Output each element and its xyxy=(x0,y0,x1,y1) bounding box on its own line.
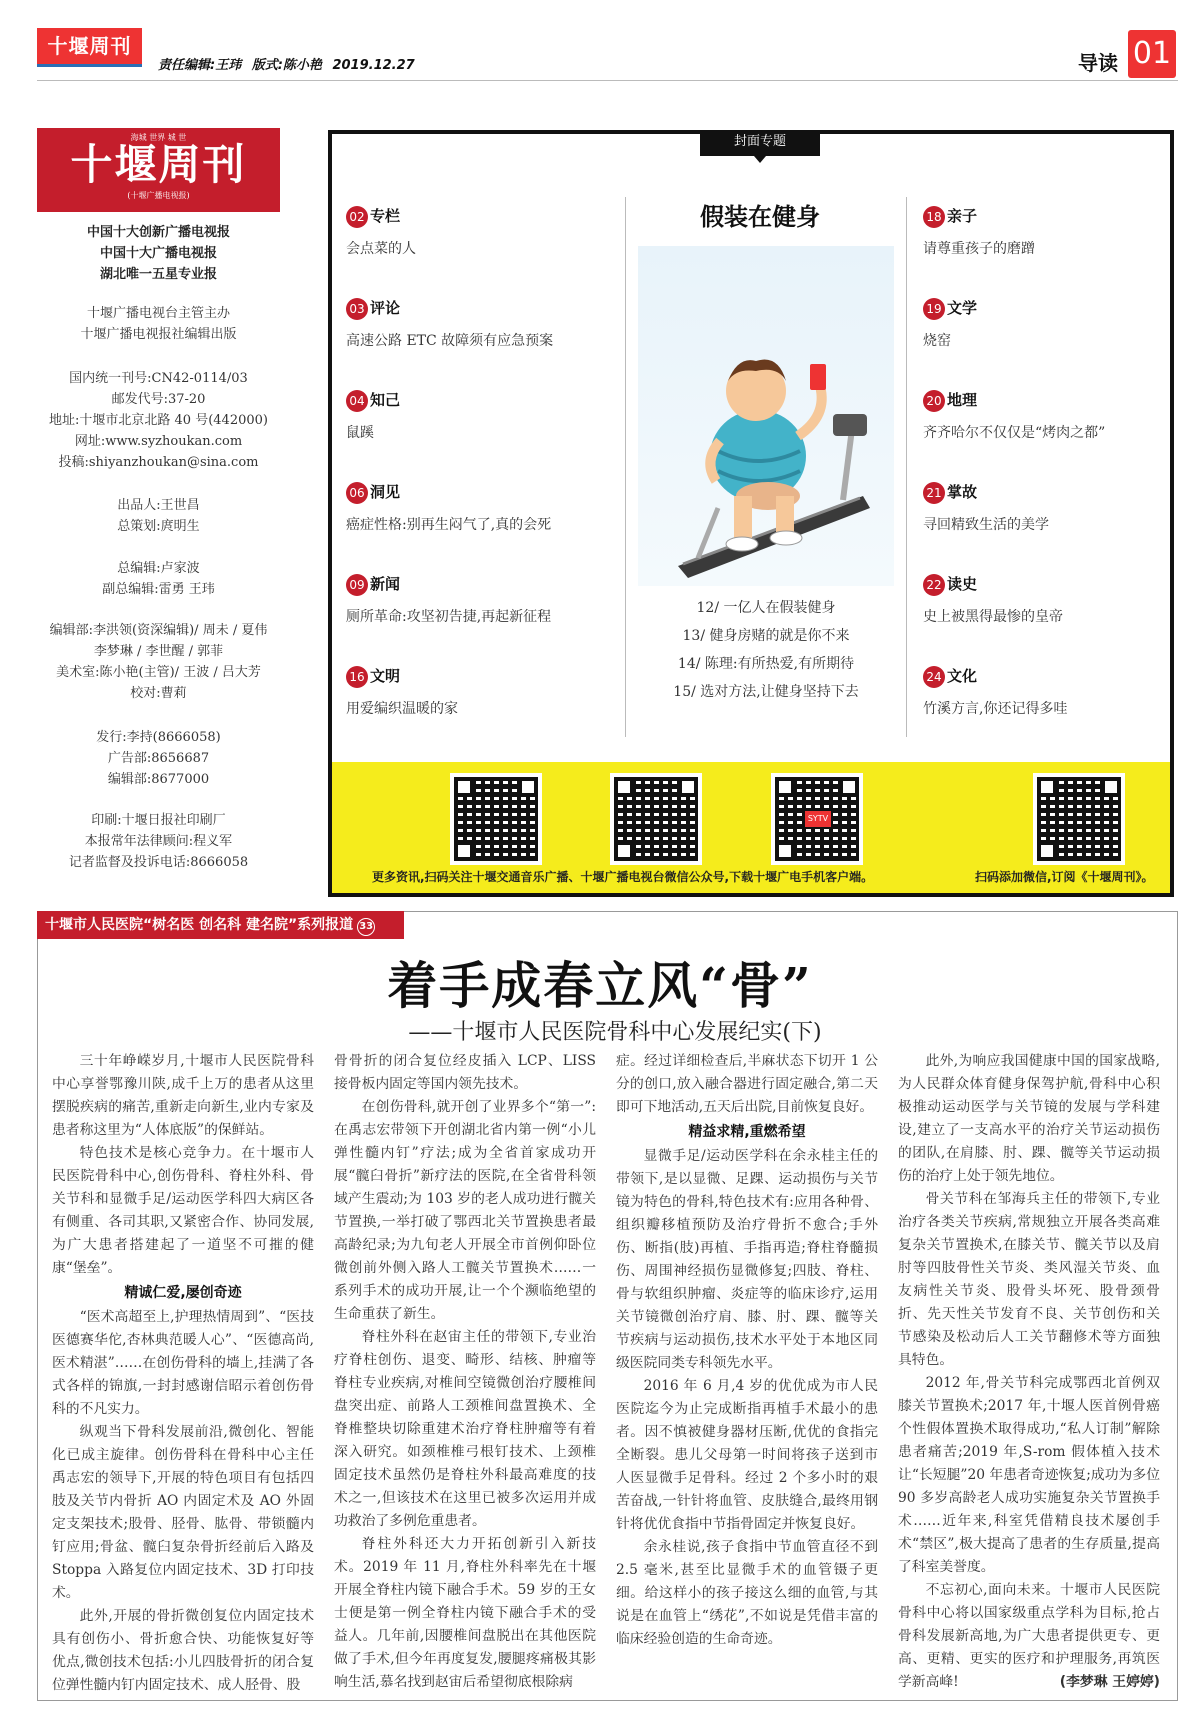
honor-line: 中国十大广播电视报 xyxy=(99,246,217,261)
header-date: 2019.12.27 xyxy=(332,58,415,73)
honor-line: 湖北唯一五星专业报 xyxy=(99,267,217,282)
qr-corner xyxy=(614,841,634,861)
toc-item[interactable] xyxy=(923,205,1163,258)
qr-corner xyxy=(1037,777,1057,797)
producer-line: 总策划:庹明生 xyxy=(117,519,200,534)
qr-corner xyxy=(775,777,795,797)
pub-line: 网址:www.syzhoukan.com xyxy=(74,434,243,449)
toc-section-name: 掌故 xyxy=(947,483,978,501)
article-column-1 xyxy=(52,1050,314,1697)
print-line: 印刷:十堰日报社印刷厂 xyxy=(91,813,226,828)
toc-section-name: 评论 xyxy=(370,299,401,317)
qr-corner xyxy=(1037,841,1057,861)
qr-corner xyxy=(614,777,634,797)
toc-item[interactable] xyxy=(346,389,586,442)
toc-page-num: 02 xyxy=(346,206,368,228)
header-divider xyxy=(37,80,1178,81)
pub-block xyxy=(37,368,280,473)
toc-section-name: 地理 xyxy=(947,391,978,409)
paragraph: 脊柱外科在赵宙主任的带领下,专业治疗脊柱创伤、退变、畸形、结核、肿瘤等脊柱专业疾病,对椎间空镜微创治疗腰椎间盘突出症、前路人工颈椎间盘置换术、全脊椎整块切除重建术治疗脊柱肿瘤等有着深入研究。如颈椎椎弓根钉技术、上颈椎固定技术虽然仍是脊柱外科最高难度的技术之一,但该技术在这里已被多次运用并成功救治了多例危重患者。 xyxy=(334,1329,596,1529)
divider xyxy=(625,197,626,737)
series-number: 33 xyxy=(357,918,375,936)
section-heading: 精益求精,重燃希望 xyxy=(688,1124,806,1140)
producers-block xyxy=(37,495,280,537)
editor-line: 总编辑:卢家波 xyxy=(117,561,200,576)
header-logo: 十堰周刊 xyxy=(37,28,142,67)
qr-corner xyxy=(775,841,795,861)
toc-item[interactable] xyxy=(923,481,1163,534)
toc-section-name: 知己 xyxy=(370,391,401,409)
toc-section-name: 新闻 xyxy=(370,575,401,593)
print-block xyxy=(37,810,280,873)
toc-page-num: 20 xyxy=(923,390,945,412)
honors xyxy=(37,222,280,285)
toc-title: 请尊重孩子的磨蹭 xyxy=(923,241,1035,257)
qr-code[interactable] xyxy=(1033,773,1125,865)
toc-title: 史上被黑得最惨的皇帝 xyxy=(923,609,1063,625)
paragraph: 在创伤骨科,就开创了业界多个“第一”:在禹志宏带领下开创湖北省内第一例“小儿弹性髓内钉”疗法;成为全省首家成功开展“髋臼骨折”新疗法的医院,在全省骨科领域产生震动;为 103 岁的老人成功进行髋关节置换,一举打破了鄂西北关节置换患者最高龄纪录;为九旬老人开展全市首例仰卧位微创前外侧入路人工髋关节置换术……一系列手术的成功开展,让一个个濒临绝望的生命重获了新生。 xyxy=(334,1099,596,1322)
toc-item[interactable] xyxy=(923,573,1163,626)
toc-title: 用爱编织温暖的家 xyxy=(346,701,458,717)
paragraph: 特色技术是核心竞争力。在十堰市人民医院骨科中心,创伤骨科、脊柱外科、骨关节科和显微手足/运动医学科四大病区各有侧重、各司其职,又紧密合作、协同发展,为广大患者搭建起了一道坚不可摧的健康“堡垒”。 xyxy=(52,1145,314,1276)
paragraph: 骨关节科在邹海兵主任的带领下,专业治疗各类关节疾病,常规独立开展各类高难复杂关节置换术,在膝关节、髋关节以及肩肘等四肢骨性关节炎、类风湿关节炎、血友病性关节炎、股骨头坏死、股骨颈骨折、先天性关节发育不良、关节创伤和关节感染及松动后人工关节翻修术等方面独具特色。 xyxy=(898,1191,1160,1368)
qr-corner xyxy=(839,777,859,797)
toc-title: 寻回精致生活的美学 xyxy=(923,517,1049,533)
qr-code[interactable] xyxy=(610,773,702,865)
staff-line: 李梦琳 / 李世醒 / 郭菲 xyxy=(93,644,224,659)
toc-section-name: 文化 xyxy=(947,667,978,685)
toc-page-num: 24 xyxy=(923,666,945,688)
header-info xyxy=(158,54,421,73)
masthead-sub: (十堰广播电视报) xyxy=(127,191,190,200)
paragraph: 此外,开展的骨折微创复位内固定技术具有创伤小、骨折愈合快、功能恢复好等优点,微创技术包括:小儿四肢骨折的闭合复位弹性髓内钉内固定技术、成人胫骨、股 xyxy=(52,1608,314,1693)
staff-block xyxy=(37,620,280,704)
toc-item[interactable] xyxy=(923,665,1163,718)
article-title: 着手成春立风“骨” xyxy=(387,956,813,1015)
cover-title: 假装在健身 xyxy=(700,202,820,231)
toc-title: 厕所革命:攻坚初告捷,再起新征程 xyxy=(346,609,552,625)
paragraph: 三十年峥嵘岁月,十堰市人民医院骨科中心享誉鄂豫川陕,成千上万的患者从这里摆脱疾病的痛苦,重新走向新生,业内专家及患者称这里为“人体底版”的保鲜站。 xyxy=(52,1053,314,1138)
series-banner xyxy=(37,911,404,939)
cover-story-item[interactable]: 12/ 一亿人在假装健身 xyxy=(696,600,836,616)
toc-item[interactable] xyxy=(923,389,1163,442)
paragraph: 不忘初心,面向未来。十堰市人民医院骨科中心将以国家级重点学科为目标,抢占骨科发展新高地,为广大患者提供更专、更高、更精、更实的医疗和护理服务,再筑医学新高峰! (李梦琳 王婷婷) xyxy=(898,1579,1160,1694)
staff-line: 校对:曹莉 xyxy=(130,686,187,701)
qr-code[interactable] xyxy=(771,773,863,865)
org-line: 十堰广播电视报社编辑出版 xyxy=(80,327,237,342)
staff-line: 美术室:陈小艳(主管)/ 王波 / 吕大芳 xyxy=(56,665,261,680)
toc-page-num: 18 xyxy=(923,206,945,228)
masthead xyxy=(37,128,280,212)
toc-title: 齐齐哈尔不仅仅是“烤肉之都” xyxy=(923,425,1106,441)
qr-corner xyxy=(454,777,474,797)
toc-section-name: 洞见 xyxy=(370,483,401,501)
honor-line: 中国十大创新广播电视报 xyxy=(86,225,230,240)
pub-line: 国内统一刊号:CN42-0114/03 xyxy=(69,371,248,386)
toc-page-num: 21 xyxy=(923,482,945,504)
producer-line: 出品人:王世昌 xyxy=(117,498,200,513)
toc-title: 高速公路 ETC 故障须有应急预案 xyxy=(346,333,554,349)
toc-page-num: 22 xyxy=(923,574,945,596)
print-line: 记者监督及投诉电话:8666058 xyxy=(68,855,249,870)
toc-title: 鼠蹊 xyxy=(346,425,374,441)
paragraph: 此外,为响应我国健康中国的国家战略,为人民群众体育健身保驾护航,骨科中心积极推动运动医学与关节镜的发展与学科建设,建立了一支高水平的治疗关节运动损伤的团队,在肩膝、肘、踝、髋等关节运动损伤的治疗上处于领先地位。 xyxy=(898,1053,1160,1184)
toc-section-name: 文学 xyxy=(947,299,978,317)
article-column-2 xyxy=(334,1050,596,1694)
sytv-badge: SYTV xyxy=(805,811,831,827)
paragraph: 纵观当下骨科发展前沿,微创化、智能化已成主旋律。创伤骨科在骨科中心主任禹志宏的领导下,开展的特色项目有包括四肢及关节内骨折 AO 内固定术及 AO 外固定支架技术;股骨、胫骨、肱骨、带锁髓内钉应用;骨盆、髋臼复杂骨折经前后入路及 Stoppa 入路复位内固定技术、3D 打印技术。 xyxy=(52,1424,314,1601)
qr-corner xyxy=(678,777,698,797)
toc-section-name: 读史 xyxy=(947,575,978,593)
cover-topic-tag: 封面专题 xyxy=(700,130,820,156)
pub-line: 投稿:shiyanzhoukan@sina.com xyxy=(58,455,259,470)
masthead-top: 海城 世界 城 世 xyxy=(130,133,187,142)
paragraph: 显微手足/运动医学科在余永桂主任的带领下,是以显微、足踝、运动损伤与关节镜为特色的骨科,特色技术有:应用各种骨、组织瓣移植预防及治疗骨折不愈合;手外伤、断指(肢)再植、手指再造;脊柱脊髓损伤、周围神经损伤显微修复;四肢、脊柱、骨与软组织肿瘤、炎症等的临床诊疗,运用关节镜微创治疗肩、膝、肘、踝、髋等关节疾病与运动损伤,技术水平处于本地区同级医院同类专科领先水平。 xyxy=(616,1148,878,1371)
toc-title: 竹溪方言,你还记得多哇 xyxy=(923,701,1068,717)
paragraph: 脊柱外科还大力开拓创新引入新技术。2019 年 11 月,脊柱外科率先在十堰开展全脊柱内镜下融合手术。59 岁的王女士便是第一例全脊柱内镜下融合手术的受益人。几年前,因腰椎间盘脱出在其他医院做了手术,但今年再度复发,腰腿疼痛极其影响生活,慕名找到赵宙后希望彻底根除病 xyxy=(334,1536,596,1690)
masthead-title: 十堰周刊 xyxy=(70,140,247,189)
print-line: 本报常年法律顾问:程义军 xyxy=(84,834,233,849)
cover-story-list xyxy=(628,597,904,701)
paragraph: 余永桂说,孩子食指中节血管直径不到 2.5 毫米,甚至比显微手术的血管镊子更细。给这样小的孩子接这么细的血管,与其说是在血管上“绣花”,不如说是凭借丰富的临床经验创造的生命奇迹。 xyxy=(616,1539,878,1647)
contact-line: 发行:李持(8666058) xyxy=(96,730,221,745)
qr-corner xyxy=(518,777,538,797)
org-line: 十堰广播电视台主管主办 xyxy=(86,306,230,321)
cover-story-item[interactable]: 15/ 选对方法,让健身坚持下去 xyxy=(673,684,859,700)
contact-line: 编辑部:8677000 xyxy=(107,772,210,787)
toc-page-num: 04 xyxy=(346,390,368,412)
contact-line: 广告部:8656687 xyxy=(107,751,210,766)
cover-story-item[interactable]: 13/ 健身房赌的就是你不来 xyxy=(682,628,850,644)
paragraph: 2016 年 6 月,4 岁的优优成为市人民医院迄今为止完成断指再植手术最小的患者。因不慎被健身器材压断,优优的食指完全断裂。患儿父母第一时间将孩子送到市人医显微手足骨科。经过 2 个多小时的艰苦奋战,一针针将血管、皮肤缝合,最终用钢针将优优食指中节指骨固定并恢复良好。 xyxy=(616,1378,878,1532)
toc-page-num: 19 xyxy=(923,298,945,320)
treadmill-illustration xyxy=(638,246,894,586)
toc-page-num: 16 xyxy=(346,666,368,688)
qr-corner xyxy=(1101,777,1121,797)
toc-title: 烧窑 xyxy=(923,333,951,349)
toc-item[interactable] xyxy=(346,297,586,350)
qr-corner xyxy=(454,841,474,861)
paragraph: 症。经过详细检查后,半麻状态下切开 1 公分的创口,放入融合器进行固定融合,第二天即可下地活动,五天后出院,目前恢复良好。 xyxy=(616,1053,878,1115)
header-section: 导读 xyxy=(1078,51,1118,75)
section-heading: 精诚仁爱,屡创奇迹 xyxy=(124,1285,242,1301)
staff-line: 编辑部:李洪领(资深编辑)/ 周未 / 夏伟 xyxy=(49,623,268,638)
qr-caption-right: 扫码添加微信,订阅《十堰周刊》。 xyxy=(975,870,1154,884)
paragraph: 2012 年,骨关节科完成鄂西北首例双膝关节置换术;2017 年,十堰人医首例骨癌个性假体置换术取得成功,“私人订制”解除患者痛苦;2019 年,S-rom 假体植入技术让“长短腿”20 年患者奇迹恢复;成功为多位 90 多岁高龄老人成功实施复杂关节置换手术……近年来,科室凭借精良技术屡创手术“禁区”,极大提高了患者的生存质量,提高了科室美誉度。 xyxy=(898,1375,1160,1575)
toc-item[interactable] xyxy=(923,297,1163,350)
page-number: 01 xyxy=(1128,30,1176,78)
qr-code[interactable] xyxy=(450,773,542,865)
toc-page-num: 03 xyxy=(346,298,368,320)
toc-item[interactable] xyxy=(346,665,586,718)
article-subtitle: ——十堰市人民医院骨科中心发展纪实(下) xyxy=(408,1020,822,1045)
toc-title: 会点菜的人 xyxy=(346,241,416,257)
paragraph: “医术高超至上,护理热情周到”、“医技医德赛华佗,杏林典范暖人心”、“医德高尚,医术精湛”……在创伤骨科的墙上,挂满了各式各样的锦旗,一封封感谢信昭示着创伤骨科的不凡实力。 xyxy=(52,1309,314,1417)
editors-block xyxy=(37,558,280,600)
editor-line: 副总编辑:雷勇 王玮 xyxy=(102,582,215,597)
pub-line: 邮发代号:37-20 xyxy=(111,392,206,407)
article-authors: (李梦琳 王婷婷) xyxy=(1059,1674,1160,1690)
qr-caption-left: 更多资讯,扫码关注十堰交通音乐广播、十堰广播电视台微信公众号,下载十堰广电手机客户端。 xyxy=(372,870,874,884)
toc-item[interactable] xyxy=(346,205,586,258)
pub-line: 地址:十堰市北京北路 40 号(442000) xyxy=(49,413,268,428)
toc-page-num: 09 xyxy=(346,574,368,596)
cover-story-item[interactable]: 14/ 陈理:有所热爱,有所期待 xyxy=(677,656,855,672)
toc-section-name: 文明 xyxy=(370,667,401,685)
article-column-3 xyxy=(616,1050,878,1651)
toc-item[interactable] xyxy=(346,573,586,626)
article-column-4 xyxy=(898,1050,1160,1694)
series-text: 十堰市人民医院“树名医 创名科 建名院”系列报道 xyxy=(45,917,354,933)
divider xyxy=(906,197,907,737)
toc-page-num: 06 xyxy=(346,482,368,504)
paragraph: 骨骨折的闭合复位经皮插入 LCP、LISS 接骨板内固定等国内领先技术。 xyxy=(334,1053,596,1092)
toc-title: 癌症性格:别再生闷气了,真的会死 xyxy=(346,517,552,533)
toc-section-name: 亲子 xyxy=(947,207,978,225)
toc-section-name: 专栏 xyxy=(370,207,401,225)
cover-illustration xyxy=(638,246,894,586)
contacts-block xyxy=(37,727,280,790)
toc-item[interactable] xyxy=(346,481,586,534)
header-layout: 版式:陈小艳 xyxy=(251,58,322,73)
header-editor: 责任编辑:王玮 xyxy=(158,58,242,73)
org-block xyxy=(37,303,280,345)
